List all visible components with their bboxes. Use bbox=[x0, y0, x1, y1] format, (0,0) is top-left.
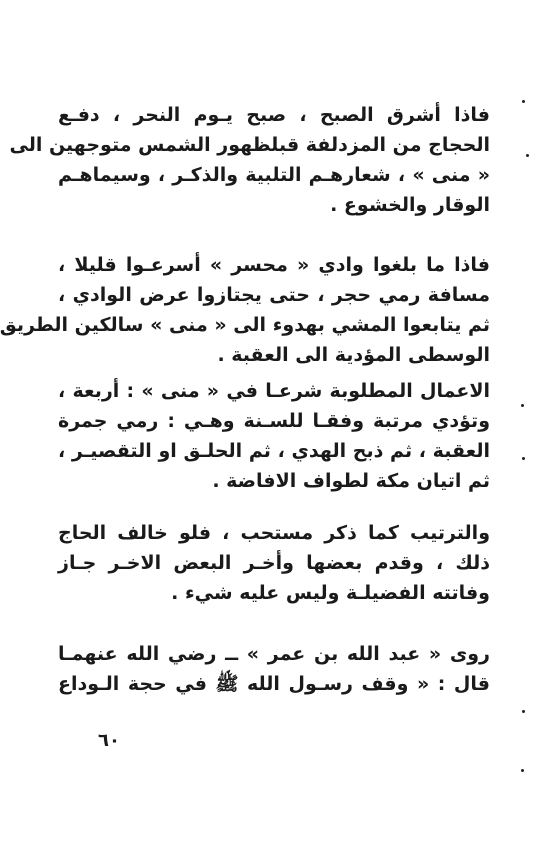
scan-speck bbox=[522, 457, 525, 460]
text-line: فاذا أشرق الصبح ، صبح يـوم النحر ، دفـع bbox=[58, 104, 490, 126]
text-line: ذلك ، وقدم بعضها وأخـر البعض الاخـر جـاز bbox=[58, 552, 490, 574]
text-line: ثم يتابعوا المشي بهدوء الى « منى » سالكين الطريق bbox=[0, 314, 490, 336]
paragraph-2 bbox=[0, 250, 490, 370]
scan-speck bbox=[521, 769, 524, 772]
text-line: الوقار والخشوع . bbox=[330, 194, 490, 216]
text-line: روى « عبد الله بن عمر » ــ رضي الله عنهمـا bbox=[58, 643, 490, 665]
scan-speck bbox=[522, 710, 525, 713]
scan-speck bbox=[522, 100, 525, 103]
paragraph-5 bbox=[58, 639, 490, 699]
text-line: « منى » ، شعارهـم التلبية والذكـر ، وسيماهـم bbox=[58, 164, 490, 186]
paragraph-3 bbox=[58, 376, 490, 496]
scan-speck bbox=[521, 404, 524, 407]
text-line: وتؤدي مرتبة وفقـا للسـنة وهـي : رمي جمرة bbox=[58, 410, 490, 432]
text-line: قال : « وقف رسـول الله ﷺ في حجة الـوداع bbox=[58, 673, 490, 695]
text-line: الوسطى المؤدية الى العقبة . bbox=[217, 344, 490, 366]
text-line: والترتيب كما ذكر مستحب ، فلو خالف الحاج bbox=[58, 522, 490, 544]
text-line: فاذا ما بلغوا وادي « محسر » أسرعـوا قليلا ، bbox=[58, 254, 490, 276]
text-line: الحجاج من المزدلفة قبلظهور الشمس متوجهين الى bbox=[9, 134, 490, 156]
text-line: ثم اتيان مكة لطواف الافاضة . bbox=[212, 470, 490, 492]
paragraph-1 bbox=[9, 100, 490, 220]
text-line: مسافة رمي حجر ، حتى يجتازوا عرض الوادي ، bbox=[58, 284, 490, 306]
text-line: الاعمال المطلوبة شرعـا في « منى » : أربعة ، bbox=[58, 380, 490, 402]
text-line: العقبة ، ثم ذبح الهدي ، ثم الحلـق او التقصيـر ، bbox=[58, 440, 490, 462]
paragraph-4 bbox=[58, 518, 490, 608]
text-line: وفاتته الفضيلـة وليس عليه شيء . bbox=[171, 582, 490, 604]
scan-speck bbox=[526, 154, 529, 157]
page-number: ٦٠ bbox=[98, 730, 120, 751]
